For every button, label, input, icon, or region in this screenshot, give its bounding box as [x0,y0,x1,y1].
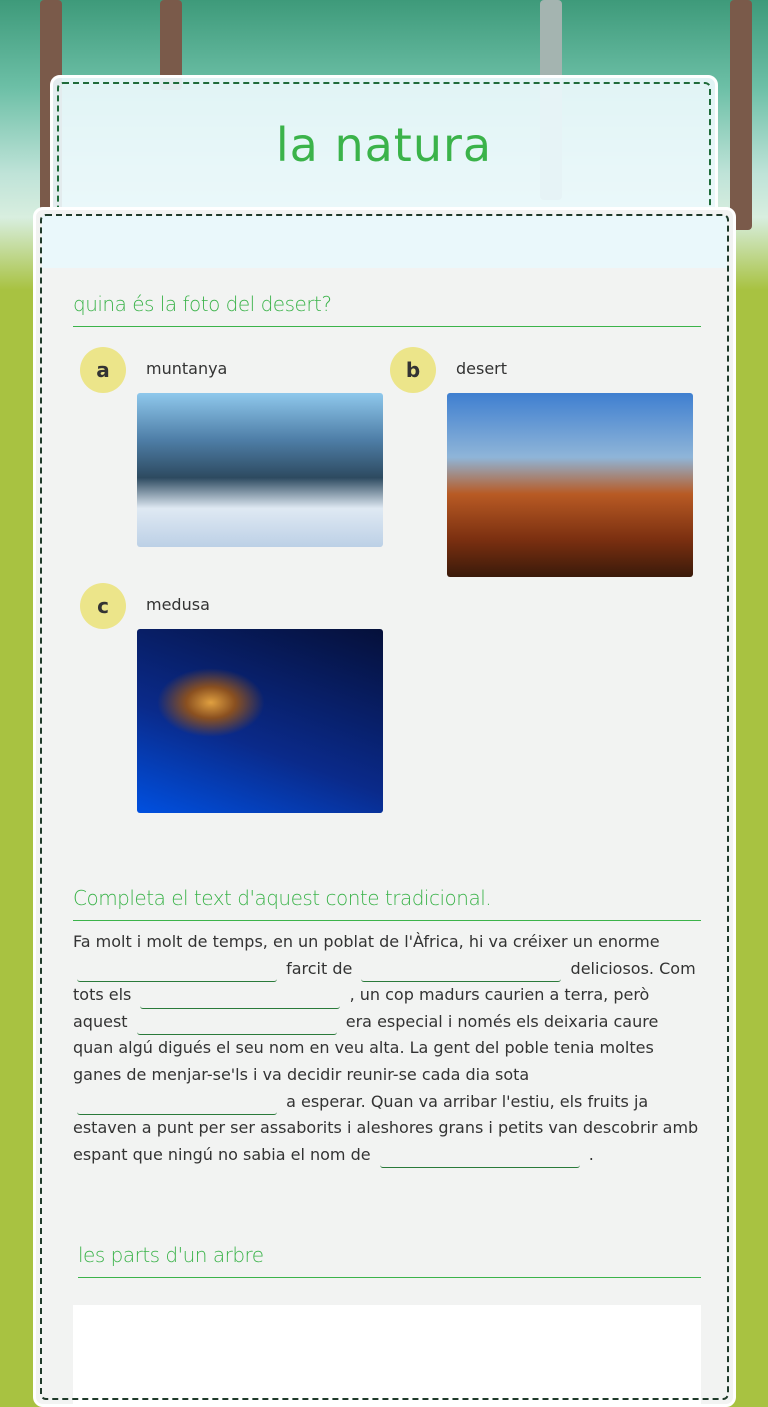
question-2 [73,886,701,1168]
jellyfish-photo[interactable] [137,629,383,813]
option-letter: a [80,347,126,393]
blank-input-3[interactable] [140,987,340,1009]
option-label: medusa [146,595,210,614]
text-segment: era especial i només els deixaria caure quan algú digués el seu nom en veu alta. La gent del poble tenia moltes ganes de menjar-se'ls i va decidir reunir-se cada dia sota [73,1011,659,1084]
text-segment: deliciosos. Com tots els [73,958,696,1005]
page-title: la natura [275,118,493,172]
question-1 [73,292,701,327]
blank-input-5[interactable] [77,1093,277,1115]
text-segment: Fa molt i molt de temps, en un poblat de l'Àfrica, hi va créixer un enorme [73,932,660,951]
desert-photo[interactable] [447,393,693,577]
blank-input-6[interactable] [380,1146,580,1168]
cloze-text [73,929,701,1168]
option-label: muntanya [146,359,228,378]
question-title: quina és la foto del desert? [73,292,701,327]
question-3 [78,1243,701,1278]
question-title: les parts d'un arbre [78,1243,701,1278]
option-label: desert [456,359,508,378]
blank-input-4[interactable] [137,1013,337,1035]
text-segment: farcit de [286,958,353,978]
worksheet-header [42,216,727,268]
text-segment: a esperar. Quan va arribar l'estiu, els fruits ja estaven a punt per ser assaborits i aleshores grans i petits van descobrir amb espant que ningú no sabia el nom de [73,1091,699,1164]
tree-decoration [730,0,752,230]
worksheet [33,207,736,1407]
title-card [50,75,718,220]
text-segment: , un cop madurs caurien a terra, però aquest [73,985,650,1031]
option-letter: c [80,583,126,629]
blank-input-2[interactable] [361,960,561,982]
blank-input-1[interactable] [77,960,277,982]
question-title: Completa el text d'aquest conte tradicional. [73,886,701,921]
option-letter: b [390,347,436,393]
answer-area[interactable] [73,1305,701,1405]
text-segment: . [588,1144,594,1164]
snowy-forest-photo[interactable] [137,393,383,547]
